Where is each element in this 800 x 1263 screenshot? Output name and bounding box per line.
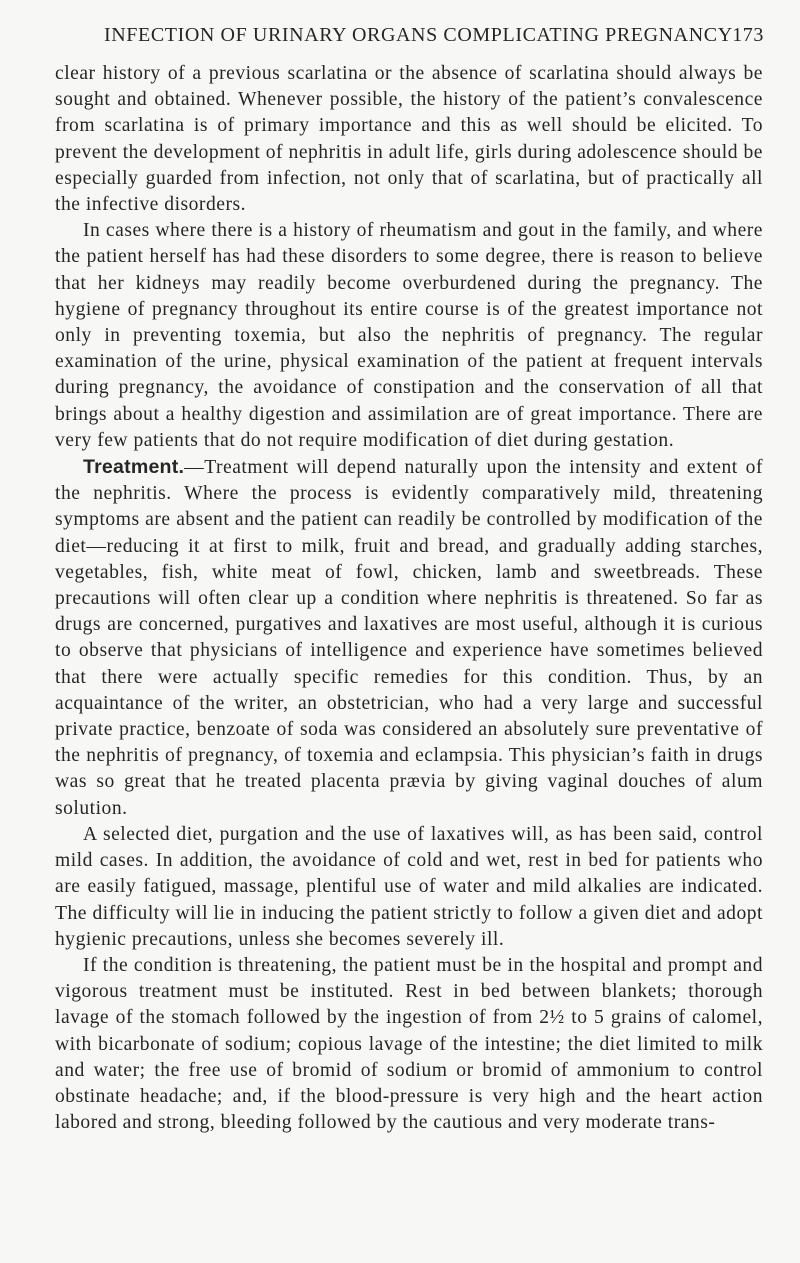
paragraph-treatment [55,454,763,822]
running-title: INFECTION OF URINARY ORGANS COMPLICATING PREGNANCY [104,24,733,46]
paragraph-text: clear history of a previous scarlatina or the absence of scarlatina should always be sought and obtained. Whenever possible, the history of the patient’s convalescence from scarlatina is of primary importance and this as well should be elicited. To prevent the development of nephritis in adult life, girls during adolescence should be especially guarded from infection, not only that of scarlatina, but of practically all the infective disorders. [55,63,763,216]
body-text [55,61,763,1136]
running-head [104,24,764,54]
paragraph-text: A selected diet, purgation and the use of laxatives will, as has been said, control mild cases. In addition, the avoidance of cold and wet, rest in bed for patients who are easily fatigued, massage, plentiful use of water and mild alkalies are indicated. The difficulty will lie in inducing the patient strictly to follow a given diet and adopt hygienic precautions, unless she becomes severely ill. [55,823,763,950]
paragraph-text: —Treatment will depend naturally upon the intensity and extent of the nephritis. Where the process is evidently comparatively mild, threatening symptoms are absent and the patient can readily be controlled by modification of the diet—reducing it at first to milk, fruit and bread, and gradually adding starches, vegetables, fish, white meat of fowl, chicken, lamb and sweetbreads. These precautions will often clear up a condition where nephritis is threatened. So far as drugs are concerned, purgatives and laxatives are most useful, although it is curious to observe that physicians of intelligence and experience have sometimes believed that there were actually specific remedies for this condition. Thus, by an acquaintance of the writer, an obstetrician, who had a very large and successful private practice, benzoate of soda was considered an absolutely sure preventative of the nephritis of pregnancy, of toxemia and eclampsia. This physician’s faith in drugs was so great that he treated placenta prævia by giving vaginal douches of alum solution. [55,457,763,819]
page-number: 173 [732,24,764,46]
paragraph-rheumatism [55,218,763,454]
paragraph-continued [55,61,763,218]
paragraph-threatening [55,953,763,1136]
section-heading-treatment: Treatment. [83,456,185,479]
paragraph-text: In cases where there is a history of rheumatism and gout in the family, and where the patient herself has had these disorders to some degree, there is reason to believe that her kidneys may readily become overburdened during the pregnancy. The hygiene of pregnancy throughout its entire course is of the greatest importance not only in preventing toxemia, but also the nephritis of pregnancy. The regular examination of the urine, physical examination of the patient at frequent intervals during pregnancy, the avoidance of constipation and the conservation of all that brings about a healthy digestion and assimilation are of great importance. There are very few patients that do not require modification of diet during gestation. [55,220,763,451]
paragraph-mild-cases [55,822,763,953]
paragraph-text: If the condition is threatening, the patient must be in the hospital and prompt and vigorous treatment must be instituted. Rest in bed between blankets; thorough lavage of the stomach followed by the ingestion of from 2½ to 5 grains of calomel, with bicarbonate of sodium; copious lavage of the intestine; the diet limited to milk and water; the free use of bromid of sodium or bromid of ammonium to control obstinate headache; and, if the blood-pressure is very high and the heart action labored and strong, bleeding followed by the cautious and very moderate trans- [55,954,763,1134]
